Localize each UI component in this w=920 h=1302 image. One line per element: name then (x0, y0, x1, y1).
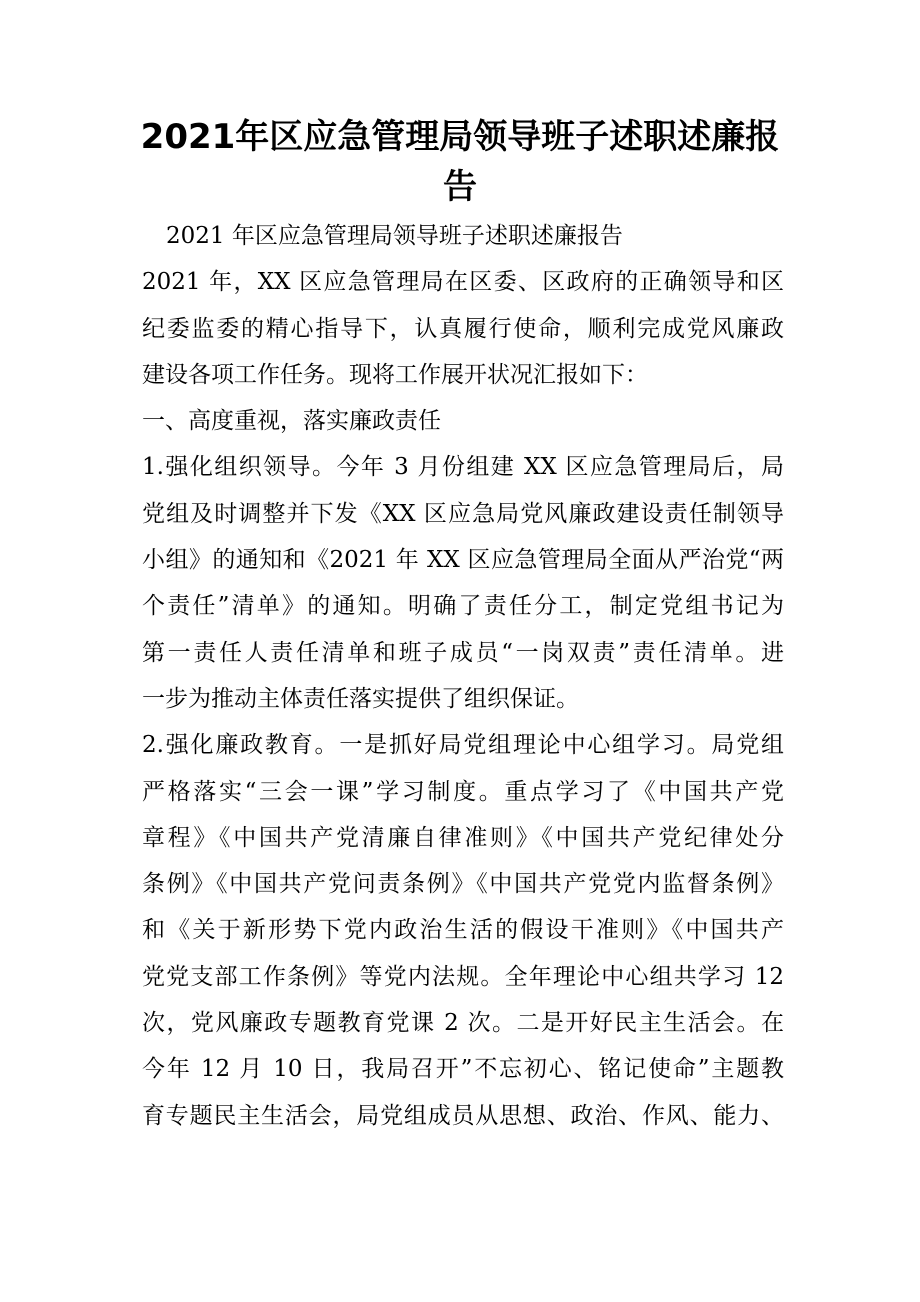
paragraph-line: 和《关于新形势下党内政治生活的假设干准则》《中国共产 (142, 917, 784, 944)
paragraph-line: 纪委监委的精心指导下，认真履行使命，顺利完成党风廉政 (142, 315, 784, 342)
paragraph-line: 1.强化组织领导。今年 3 月份组建 XX 区应急管理局后，局 (142, 454, 784, 481)
paragraph-line: 个责任”清单》的通知。明确了责任分工，制定党组书记为 (142, 593, 784, 620)
paragraph-line: 2.强化廉政教育。一是抓好局党组理论中心组学习。局党组 (142, 732, 784, 759)
paragraph-line: 党党支部工作条例》等党内法规。全年理论中心组共学习 12 (142, 963, 784, 990)
paragraph-line: 章程》《中国共产党清廉自律准则》《中国共产党纪律处分 (142, 824, 784, 851)
paragraph-line: 小组》的通知和《2021 年 XX 区应急管理局全面从严治党“两 (142, 547, 784, 574)
document-title (130, 112, 790, 212)
title-line-1: 2021年区应急管理局领导班子述职述廉报 (140, 117, 780, 157)
paragraph-line: 一步为推动主体责任落实提供了组织保证。 (142, 685, 579, 712)
document-body (142, 213, 784, 1139)
title-line-2: 告 (443, 167, 477, 207)
subtitle-line: 2021 年区应急管理局领导班子述职述廉报告 (166, 223, 623, 249)
paragraph-line: 2021 年，XX 区应急管理局在区委、区政府的正确领导和区 (142, 269, 784, 296)
paragraph-line: 次，党风廉政专题教育党课 2 次。二是开好民主生活会。在 (142, 1010, 784, 1037)
paragraph-line: 严格落实“三会一课”学习制度。重点学习了《中国共产党 (142, 778, 784, 805)
section-heading: 一、高度重视，落实廉政责任 (142, 408, 441, 435)
paragraph-line: 今年 12 月 10 日，我局召开”不忘初心、铭记使命”主题教 (142, 1056, 784, 1083)
paragraph-line: 育专题民主生活会，局党组成员从思想、政治、作风、能力、 (142, 1102, 784, 1129)
paragraph-line: 第一责任人责任清单和班子成员“一岗双责”责任清单。进 (142, 639, 784, 666)
paragraph-line: 党组及时调整并下发《XX 区应急局党风廉政建设责任制领导 (142, 500, 784, 527)
paragraph-line: 建设各项工作任务。现将工作展开状况汇报如下： (142, 361, 648, 388)
paragraph-line: 条例》《中国共产党问责条例》《中国共产党党内监督条例》 (142, 871, 784, 898)
